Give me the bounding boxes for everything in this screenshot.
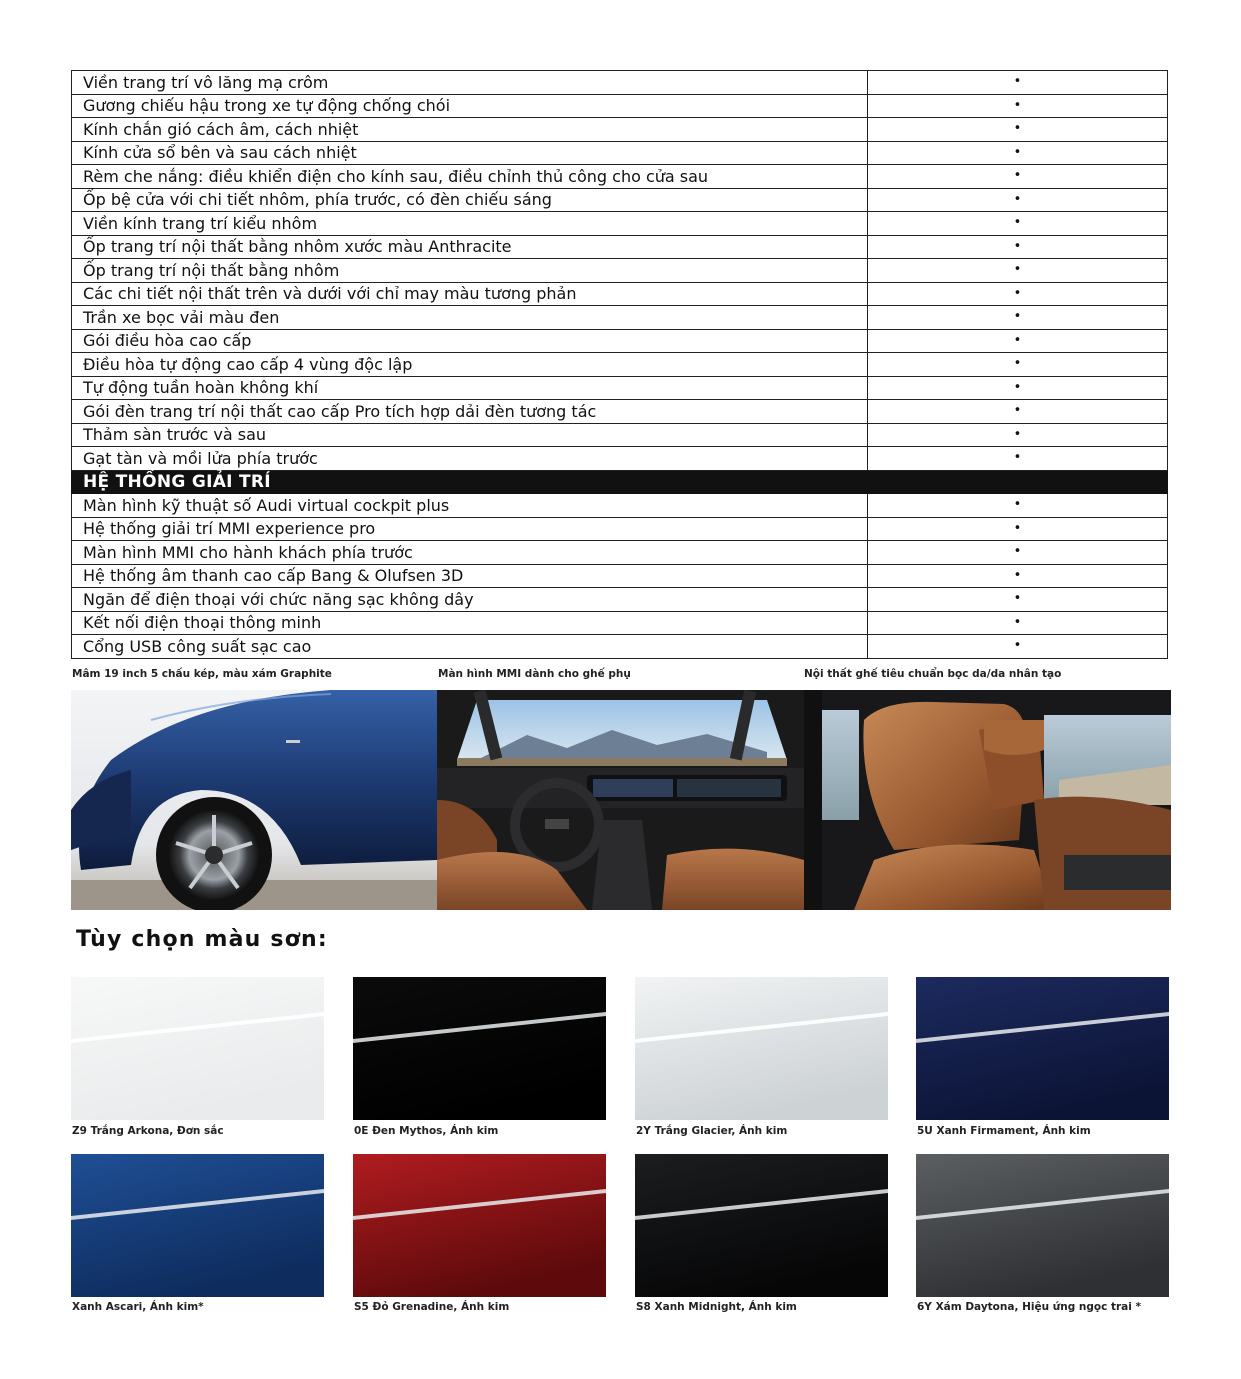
paint-swatch-label: 0E Đen Mythos, Ánh kim	[354, 1125, 499, 1137]
mmi-interior-photo	[437, 690, 804, 910]
spec-label: Thảm sàn trước và sau	[72, 423, 868, 447]
spec-row-interior-9	[72, 282, 1168, 306]
spec-value: •	[868, 541, 1168, 565]
paint-swatch[interactable]	[353, 977, 606, 1120]
spec-label: Gạt tàn và mồi lửa phía trước	[72, 447, 868, 471]
paint-swatch[interactable]	[916, 1154, 1169, 1297]
spec-label: Ốp trang trí nội thất bằng nhôm xước màu Anthracite	[72, 235, 868, 259]
spec-row-entertainment-4	[72, 588, 1168, 612]
spec-row-interior-0	[72, 71, 1168, 95]
spec-value: •	[868, 376, 1168, 400]
spec-value: •	[868, 494, 1168, 518]
paint-swatch[interactable]	[635, 1154, 888, 1297]
spec-row-interior-15	[72, 423, 1168, 447]
spec-label: Ốp bệ cửa với chi tiết nhôm, phía trước, có đèn chiếu sáng	[72, 188, 868, 212]
spec-row-interior-6	[72, 212, 1168, 236]
spec-label: Màn hình kỹ thuật số Audi virtual cockpit plus	[72, 494, 868, 518]
spec-row-interior-12	[72, 353, 1168, 377]
spec-label: Trần xe bọc vải màu đen	[72, 306, 868, 330]
spec-value: •	[868, 517, 1168, 541]
spec-table	[71, 70, 1168, 659]
spec-row-interior-7	[72, 235, 1168, 259]
spec-value: •	[868, 423, 1168, 447]
photo-captions	[71, 668, 1171, 684]
spec-row-entertainment-1	[72, 517, 1168, 541]
spec-label: Các chi tiết nội thất trên và dưới với chỉ may màu tương phản	[72, 282, 868, 306]
spec-row-entertainment-3	[72, 564, 1168, 588]
spec-row-interior-8	[72, 259, 1168, 283]
spec-value: •	[868, 635, 1168, 659]
paint-options-heading: Tùy chọn màu sơn:	[76, 927, 328, 952]
paint-swatch[interactable]	[635, 977, 888, 1120]
seats-interior-photo	[804, 690, 1171, 910]
paint-swatch-label: 2Y Trắng Glacier, Ánh kim	[636, 1125, 788, 1137]
spec-row-interior-11	[72, 329, 1168, 353]
spec-label: Tự động tuần hoàn không khí	[72, 376, 868, 400]
spec-label: Kính chắn gió cách âm, cách nhiệt	[72, 118, 868, 142]
spec-row-interior-3	[72, 141, 1168, 165]
spec-label: Gương chiếu hậu trong xe tự động chống chói	[72, 94, 868, 118]
paint-swatch-label: 6Y Xám Daytona, Hiệu ứng ngọc trai *	[917, 1301, 1141, 1313]
spec-label: Hệ thống giải trí MMI experience pro	[72, 517, 868, 541]
spec-value: •	[868, 447, 1168, 471]
paint-swatch[interactable]	[353, 1154, 606, 1297]
spec-value: •	[868, 353, 1168, 377]
spec-value: •	[868, 212, 1168, 236]
spec-value: •	[868, 71, 1168, 95]
spec-value: •	[868, 141, 1168, 165]
spec-row-interior-2	[72, 118, 1168, 142]
paint-swatch[interactable]	[71, 977, 324, 1120]
spec-value: •	[868, 188, 1168, 212]
spec-label: Điều hòa tự động cao cấp 4 vùng độc lập	[72, 353, 868, 377]
spec-value: •	[868, 235, 1168, 259]
spec-label: Cổng USB công suất sạc cao	[72, 635, 868, 659]
spec-value: •	[868, 588, 1168, 612]
spec-value: •	[868, 400, 1168, 424]
photo-caption-mmi: Màn hình MMI dành cho ghế phụ	[438, 668, 631, 680]
section-title: HỆ THỐNG GIẢI TRÍ	[72, 470, 1168, 494]
paint-swatch-label: S5 Đỏ Grenadine, Ánh kim	[354, 1301, 510, 1313]
spec-label: Ngăn để điện thoại với chức năng sạc không dây	[72, 588, 868, 612]
spec-row-entertainment-0	[72, 494, 1168, 518]
paint-swatch-label: Z9 Trắng Arkona, Đơn sắc	[72, 1125, 224, 1137]
spec-row-entertainment-5	[72, 611, 1168, 635]
spec-row-entertainment-2	[72, 541, 1168, 565]
spec-row-interior-13	[72, 376, 1168, 400]
spec-label: Gói đèn trang trí nội thất cao cấp Pro tích hợp dải đèn tương tác	[72, 400, 868, 424]
spec-row-interior-10	[72, 306, 1168, 330]
spec-value: •	[868, 282, 1168, 306]
spec-value: •	[868, 329, 1168, 353]
paint-swatch-label: Xanh Ascari, Ánh kim*	[72, 1301, 204, 1313]
spec-label: Màn hình MMI cho hành khách phía trước	[72, 541, 868, 565]
spec-row-interior-1	[72, 94, 1168, 118]
spec-value: •	[868, 165, 1168, 189]
section-header-row	[72, 470, 1168, 494]
spec-row-interior-14	[72, 400, 1168, 424]
spec-label: Viền trang trí vô lăng mạ crôm	[72, 71, 868, 95]
spec-row-interior-4	[72, 165, 1168, 189]
paint-swatch[interactable]	[916, 977, 1169, 1120]
paint-swatch-label: S8 Xanh Midnight, Ánh kim	[636, 1301, 797, 1313]
spec-label: Hệ thống âm thanh cao cấp Bang & Olufsen 3D	[72, 564, 868, 588]
spec-label: Gói điều hòa cao cấp	[72, 329, 868, 353]
spec-value: •	[868, 94, 1168, 118]
spec-label: Kính cửa sổ bên và sau cách nhiệt	[72, 141, 868, 165]
spec-value: •	[868, 564, 1168, 588]
paint-swatch-label: 5U Xanh Firmament, Ánh kim	[917, 1125, 1091, 1137]
spec-row-interior-5	[72, 188, 1168, 212]
spec-label: Ốp trang trí nội thất bằng nhôm	[72, 259, 868, 283]
photo-caption-wheel: Mâm 19 inch 5 chấu kép, màu xám Graphite	[72, 668, 332, 680]
spec-row-interior-16	[72, 447, 1168, 471]
spec-label: Rèm che nắng: điều khiển điện cho kính sau, điều chỉnh thủ công cho cửa sau	[72, 165, 868, 189]
spec-label: Viền kính trang trí kiểu nhôm	[72, 212, 868, 236]
spec-value: •	[868, 306, 1168, 330]
spec-row-entertainment-6	[72, 635, 1168, 659]
spec-value: •	[868, 118, 1168, 142]
spec-label: Kết nối điện thoại thông minh	[72, 611, 868, 635]
spec-value: •	[868, 611, 1168, 635]
paint-swatch[interactable]	[71, 1154, 324, 1297]
spec-value: •	[868, 259, 1168, 283]
wheel-photo	[71, 690, 437, 910]
photo-caption-seats: Nội thất ghế tiêu chuẩn bọc da/da nhân tạo	[804, 668, 1062, 680]
